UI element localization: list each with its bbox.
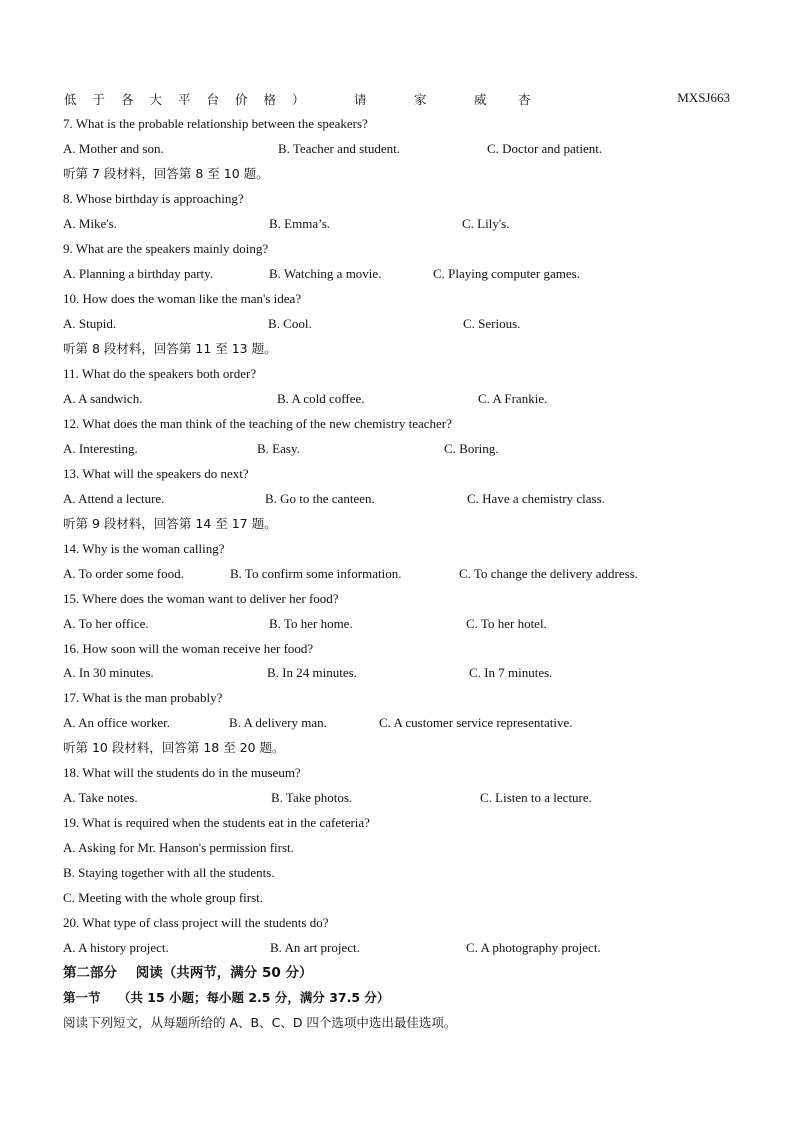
page-header: [64, 90, 730, 110]
question-stem-17: 17. What is the man probably?: [63, 690, 223, 705]
option-c: C. Playing computer games.: [433, 266, 580, 281]
option-a: A. Take notes.: [63, 790, 138, 805]
header-left-text: 低于各大平台价格）: [64, 92, 321, 107]
listening-instruction-7: 听第 7 段材料，回答第 8 至 10 题。: [63, 166, 269, 181]
listening-instruction-8: 听第 8 段材料，回答第 11 至 13 题。: [63, 341, 277, 356]
option-b: B. Take photos.: [271, 790, 353, 805]
header-mid-chars: [354, 90, 530, 108]
option-b: B. Go to the canteen.: [265, 491, 375, 506]
header-char: 家: [413, 92, 427, 107]
option-a: A. In 30 minutes.: [63, 665, 154, 680]
question-options-16: [63, 663, 743, 683]
option-b: B. To confirm some information.: [230, 566, 402, 581]
option-a: A. Asking for Mr. Hanson's permission first.: [63, 840, 294, 855]
option-c: C. To her hotel.: [466, 616, 547, 631]
question-stem-14: 14. Why is the woman calling?: [63, 541, 225, 556]
question-stem-18: 18. What will the students do in the museum?: [63, 765, 301, 780]
question-options-20: [63, 938, 743, 958]
question-options-7: [63, 139, 743, 159]
listening-instruction-10: 听第 10 段材料，回答第 18 至 20 题。: [63, 740, 285, 755]
option-a: A. Planning a birthday party.: [63, 266, 214, 281]
option-b: B. To her home.: [269, 616, 353, 631]
option-b: B. A cold coffee.: [277, 391, 365, 406]
listening-instruction-9: 听第 9 段材料，回答第 14 至 17 题。: [63, 516, 277, 531]
question-stem-9: 9. What are the speakers mainly doing?: [63, 241, 269, 256]
question-stem-13: 13. What will the speakers do next?: [63, 466, 249, 481]
option-c: C. In 7 minutes.: [469, 665, 553, 680]
question-stem-20: 20. What type of class project will the students do?: [63, 915, 329, 930]
option-c: C. Lily's.: [462, 216, 510, 231]
header-char: 杏: [517, 92, 531, 107]
question-stem-8: 8. Whose birthday is approaching?: [63, 191, 244, 206]
option-c: C. To change the delivery address.: [459, 566, 638, 581]
option-b: B. An art project.: [270, 940, 360, 955]
option-c: C. Have a chemistry class.: [467, 491, 605, 506]
question-stem-19: 19. What is required when the students eat in the cafeteria?: [63, 815, 370, 830]
option-c: C. A photography project.: [466, 940, 601, 955]
option-a: A. A sandwich.: [63, 391, 143, 406]
option-a: A. An office worker.: [63, 715, 170, 730]
option-a: A. Mike's.: [63, 216, 117, 231]
option-b: B. Teacher and student.: [278, 141, 400, 156]
question-stem-12: 12. What does the man think of the teaching of the new chemistry teacher?: [63, 416, 452, 431]
question-stem-15: 15. Where does the woman want to deliver her food?: [63, 591, 339, 606]
option-b: B. A delivery man.: [229, 715, 327, 730]
question-stem-16: 16. How soon will the woman receive her food?: [63, 641, 314, 656]
option-c: C. Meeting with the whole group first.: [63, 890, 264, 905]
header-char: 请: [354, 92, 367, 107]
question-options-10: [63, 314, 743, 334]
part2-title: 第二部分 阅读（共两节，满分 50 分）: [63, 965, 313, 981]
question-stem-11: 11. What do the speakers both order?: [63, 366, 257, 381]
option-c: C. Listen to a lecture.: [480, 790, 592, 805]
option-c: C. Serious.: [463, 316, 521, 331]
option-a: A. Interesting.: [63, 441, 138, 456]
option-c: C. A customer service representative.: [379, 715, 573, 730]
question-options-17: [63, 713, 743, 733]
option-a: A. To order some food.: [63, 566, 184, 581]
question-options-11: [63, 389, 743, 409]
option-a: A. Attend a lecture.: [63, 491, 165, 506]
question-options-14: [63, 564, 743, 584]
option-a: A. Mother and son.: [63, 141, 164, 156]
header-char: 威: [473, 92, 487, 107]
question-options-15: [63, 614, 743, 634]
option-c: C. Boring.: [444, 441, 499, 456]
question-stem-7: 7. What is the probable relationship between the speakers?: [63, 116, 368, 131]
option-b: B. Easy.: [257, 441, 300, 456]
option-a: A. To her office.: [63, 616, 149, 631]
option-a: A. Stupid.: [63, 316, 117, 331]
option-b: B. Emma’s.: [269, 216, 331, 231]
question-options-18: [63, 788, 743, 808]
question-stem-10: 10. How does the woman like the man's idea?: [63, 291, 302, 306]
option-a: A. A history project.: [63, 940, 169, 955]
option-b: B. Watching a movie.: [269, 266, 382, 281]
question-options-12: [63, 439, 743, 459]
option-c: C. A Frankie.: [478, 391, 548, 406]
document-code: MXSJ663: [677, 90, 730, 105]
option-b: B. In 24 minutes.: [267, 665, 357, 680]
part2-section1-title: 第一节 （共 15 小题；每小题 2.5 分，满分 37.5 分）: [63, 990, 390, 1005]
question-options-13: [63, 489, 743, 509]
option-c: C. Doctor and patient.: [487, 141, 603, 156]
part2-instruction: 阅读下列短文，从每题所给的 A、B、C、D 四个选项中选出最佳选项。: [63, 1015, 457, 1030]
option-b: B. Cool.: [268, 316, 312, 331]
question-options-9: [63, 264, 743, 284]
question-options-8: [63, 214, 743, 234]
option-b: B. Staying together with all the students.: [63, 865, 275, 880]
